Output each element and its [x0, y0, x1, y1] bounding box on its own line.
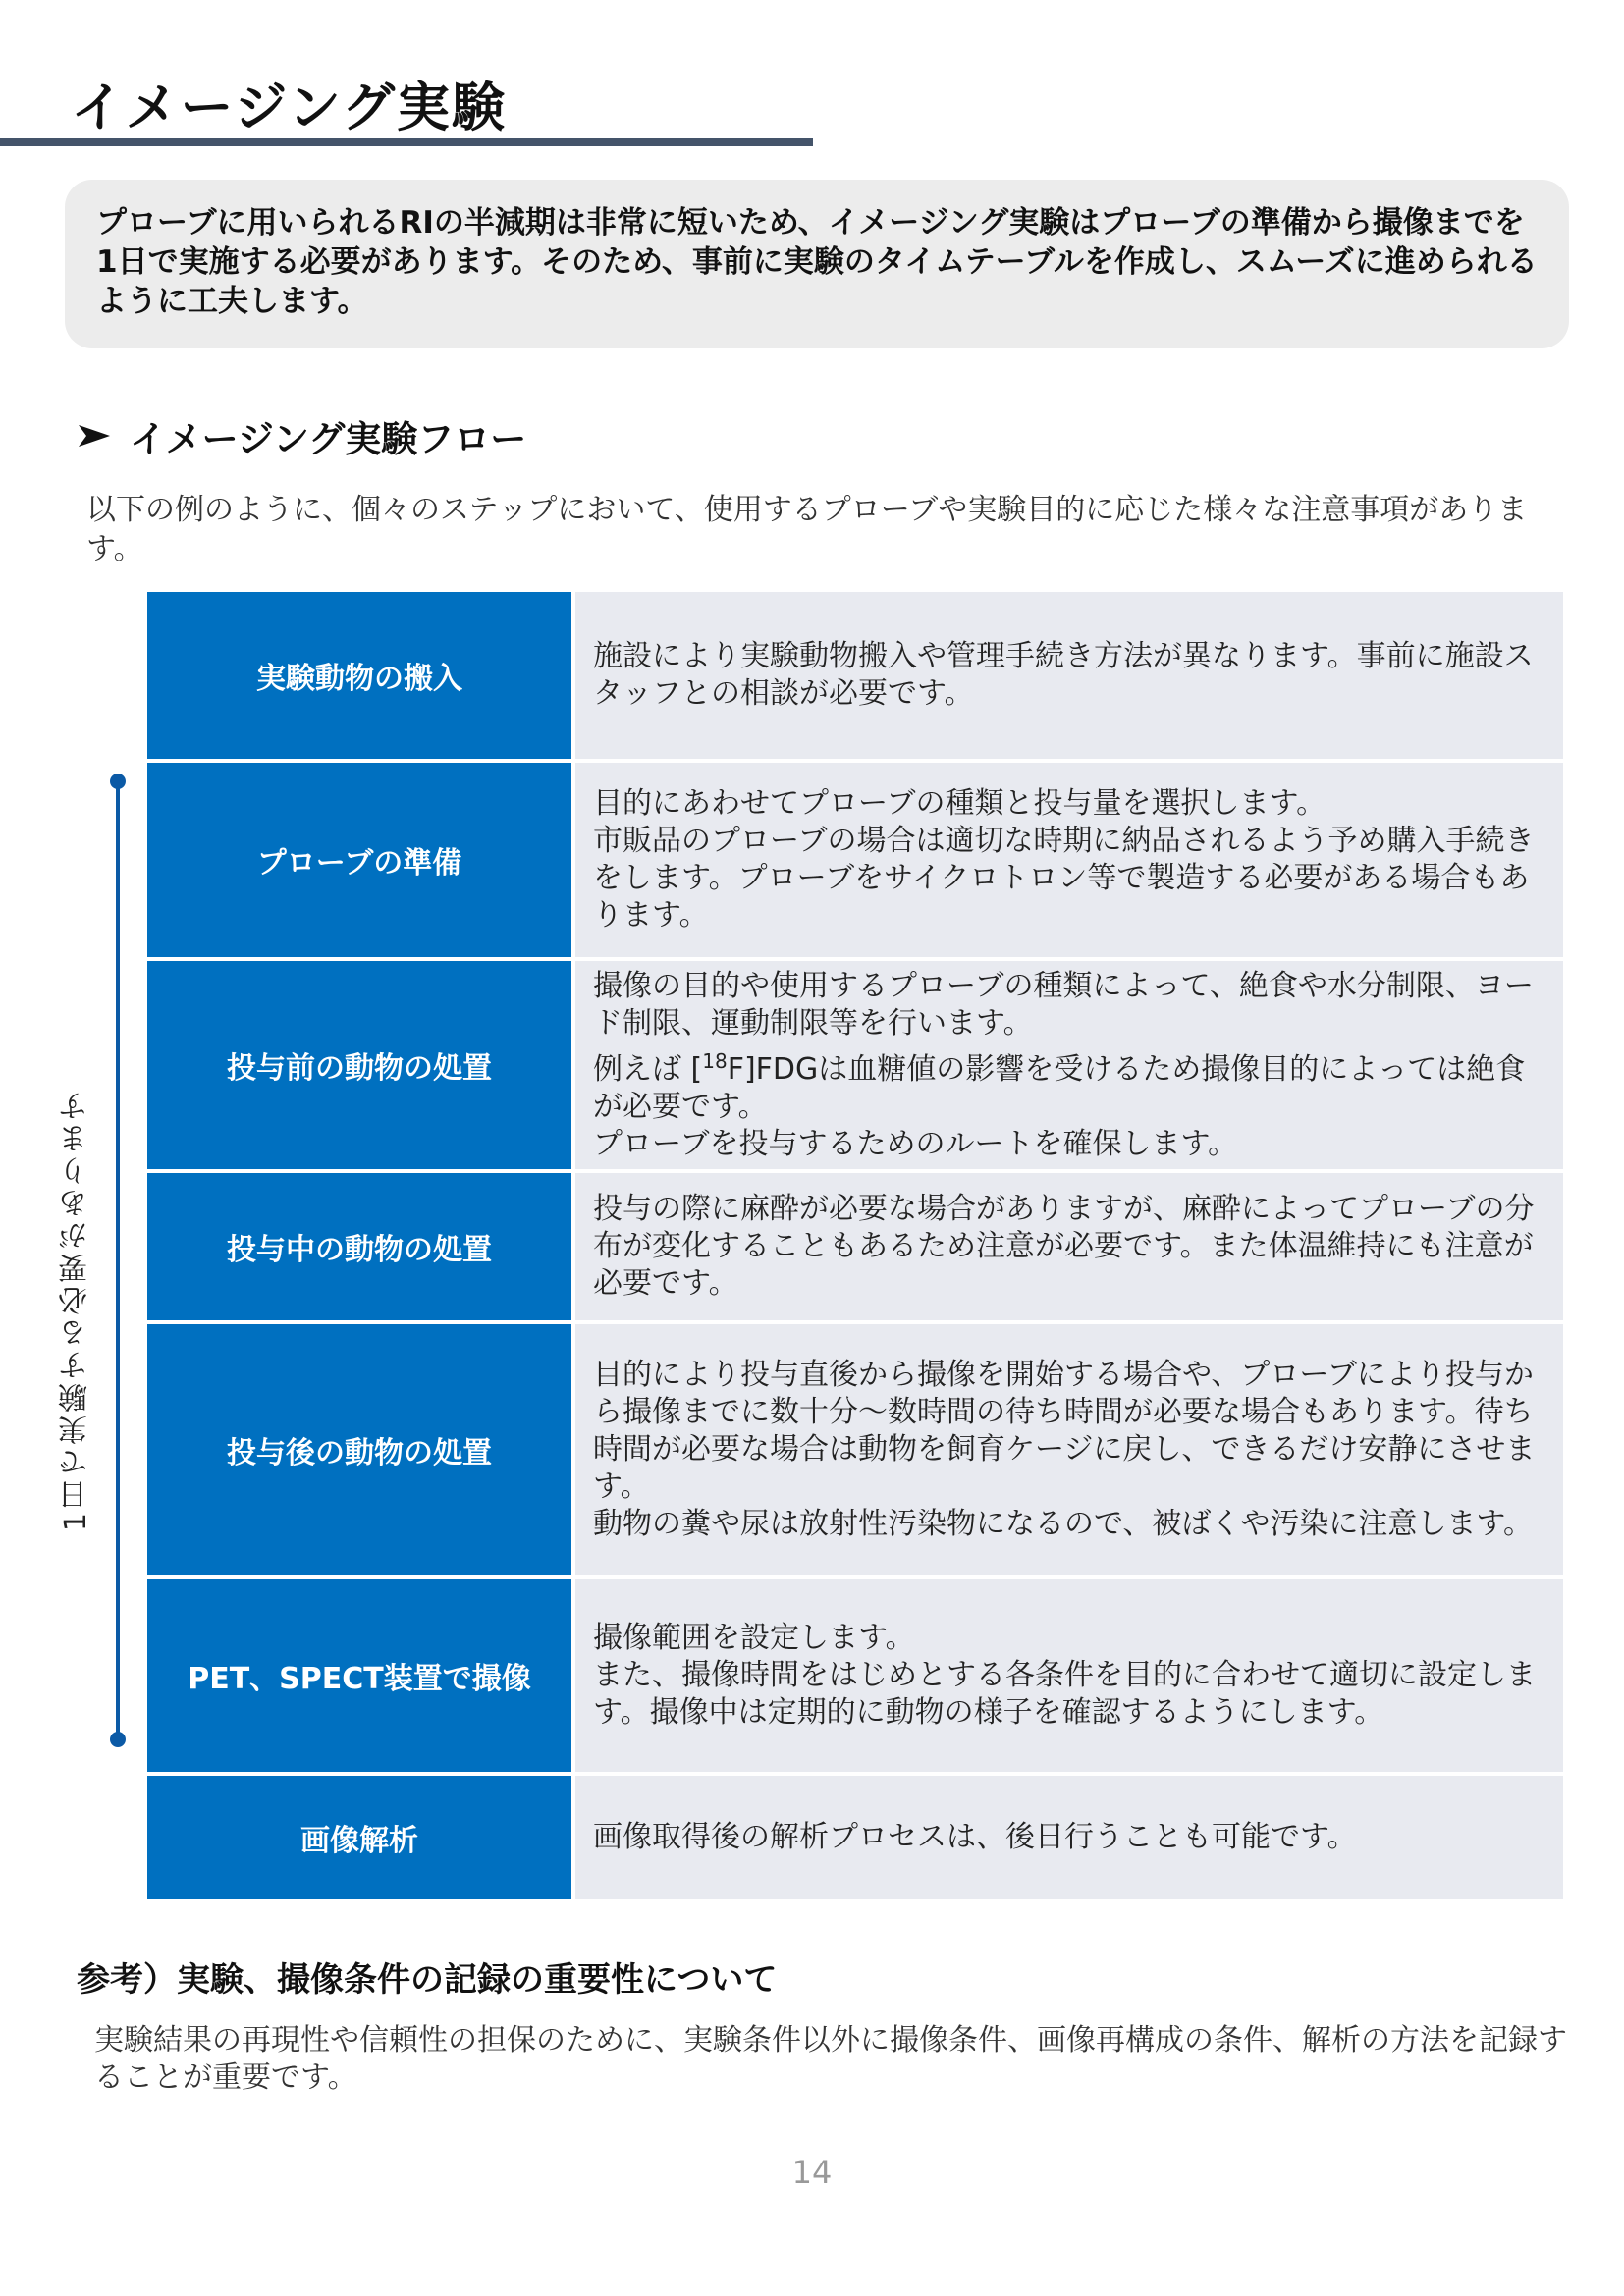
flow-section-heading — [77, 406, 526, 465]
flow-row-image-analysis — [147, 1776, 1563, 1899]
flow-row-pre-dose — [147, 961, 1563, 1169]
intro-box — [65, 180, 1569, 348]
step-description-text: 施設により実験動物搬入や管理手続き方法が異なります。事前に施設スタッフとの相談が必要です。 — [593, 639, 1534, 711]
flow-lead-text: 以下の例のように、個々のステップにおいて、使用するプローブや実験目的に応じた様々な注意事項があります。 — [86, 493, 1528, 566]
step-label: 投与中の動物の処置 — [147, 1173, 571, 1320]
step-description-text: 画像取得後の解析プロセスは、後日行うことも可能です。 — [593, 1820, 1357, 1854]
reference-title: 参考）実験、撮像条件の記録の重要性について — [77, 1960, 778, 2000]
step-description-text: 投与の際に麻酔が必要な場合がありますが、麻酔によってプローブの分布が変化することもあるため注意が必要です。また体温維持にも注意が必要です。 — [593, 1192, 1535, 1301]
step-description — [575, 763, 1563, 957]
step-label: 実験動物の搬入 — [147, 592, 571, 759]
step-description-part: F]FDGは血糖値の影響を受けるため撮像目的によっては絶食が必要です。 プローブを投与するためのルートを確保します。 — [593, 1051, 1526, 1161]
title-underline — [0, 138, 813, 146]
timeline-line — [116, 781, 120, 1739]
step-description-text: 目的により投与直後から撮像を開始する場合や、プローブにより投与から撮像までに数十分〜数時間の待ち時間が必要な場合もあります。待ち時間が必要な場合は動物を飼育ケージに戻し、できるだけ安静にさせます。 動物の糞や尿は放射性汚染物になるので、被ばくや汚染に注意します。 — [593, 1358, 1536, 1541]
step-label: PET、SPECT装置で撮像 — [147, 1579, 571, 1772]
timeline-end-dot — [110, 1732, 126, 1747]
flow-row-animal-delivery — [147, 592, 1563, 759]
flow-row-imaging — [147, 1579, 1563, 1772]
step-label: 投与後の動物の処置 — [147, 1324, 571, 1575]
step-label: 投与前の動物の処置 — [147, 961, 571, 1169]
step-description — [575, 592, 1563, 759]
page-number: 14 — [791, 2154, 833, 2191]
flow-row-post-dose — [147, 1324, 1563, 1575]
arrow-right-icon — [77, 422, 112, 450]
step-description — [575, 1173, 1563, 1320]
timeline-bracket — [110, 774, 126, 1747]
section-title: イメージング実験フロー — [130, 418, 527, 460]
step-description-text — [593, 968, 1545, 1163]
step-description — [575, 1776, 1563, 1899]
step-label: プローブの準備 — [147, 763, 571, 957]
step-description-text: 目的にあわせてプローブの種類と投与量を選択します。 市販品のプローブの場合は適切な時期に納品されるよう予め購入手続きをします。プローブをサイクロトロン等で製造する必要がある場合もあります。 — [593, 786, 1535, 933]
step-description-text: 撮像範囲を設定します。 また、撮像時間をはじめとする各条件を目的に合わせて適切に設定します。撮像中は定期的に動物の様子を確認するようにします。 — [593, 1621, 1536, 1730]
isotope-superscript: 18 — [702, 1048, 728, 1073]
step-description-part: 撮像の目的や使用するプローブの種類によって、絶食や水分制限、ヨード制限、運動制限等を行います。 例えば [ — [593, 968, 1534, 1087]
timeline-label-text: 1日で実験する必要があります — [59, 1089, 93, 1532]
step-description — [575, 961, 1563, 1169]
intro-text: プローブに用いられるRIの半減期は非常に短いため、イメージング実験はプローブの準備から撮像までを1日で実施する必要があります。そのため、事前に実験のタイムテーブルを作成し、スムーズに進められるように工夫します。 — [96, 205, 1538, 319]
page-title: イメージング実験 — [71, 77, 507, 138]
reference-text: 実験結果の再現性や信頼性の担保のために、実験条件以外に撮像条件、画像再構成の条件、解析の方法を記録することが重要です。 — [94, 2023, 1567, 2095]
step-description — [575, 1324, 1563, 1575]
flow-row-probe-prep — [147, 763, 1563, 957]
timeline-label — [49, 1090, 104, 1531]
flow-row-during-dose — [147, 1173, 1563, 1320]
step-label: 画像解析 — [147, 1776, 571, 1899]
flow-table — [147, 592, 1563, 1903]
step-description — [575, 1579, 1563, 1772]
